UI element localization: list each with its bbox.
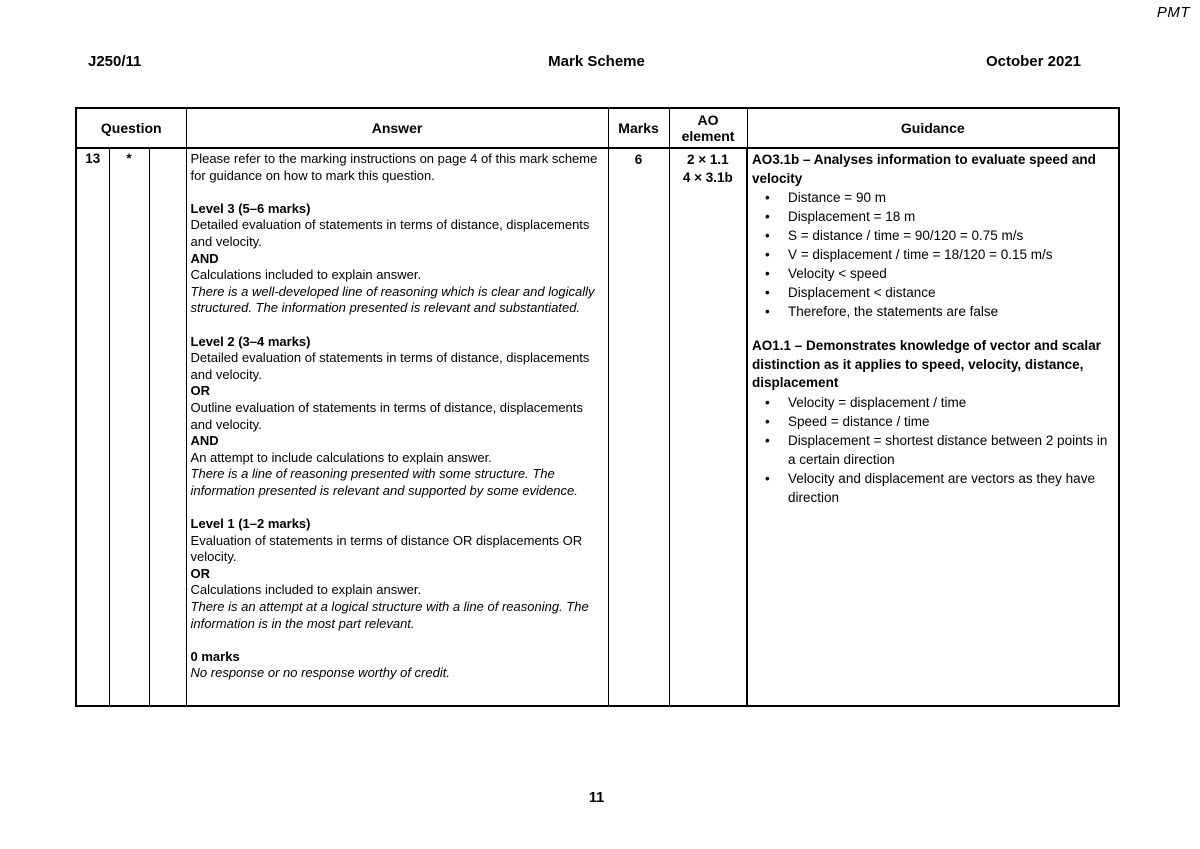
answer-cell xyxy=(186,148,608,706)
answer-content xyxy=(191,151,604,682)
guidance-bullet: • Displacement = 18 m xyxy=(752,207,1114,226)
column-header-guidance: Guidance xyxy=(747,108,1119,148)
ao-element-value xyxy=(674,151,743,187)
guidance-bullet: • Velocity and displacement are vectors as they have direction xyxy=(752,469,1114,507)
answer-paragraph: There is a line of reasoning presented with some structure. The information presented is relevant and supported by some evidence. xyxy=(190,466,578,498)
answer-paragraph: Level 2 (3–4 marks) xyxy=(190,333,311,349)
question-star-cell: * xyxy=(109,148,149,706)
guidance-bullet: • Speed = distance / time xyxy=(752,412,1114,431)
answer-paragraph: Calculations included to explain answer. xyxy=(190,582,422,598)
answer-paragraph: AND xyxy=(190,250,219,266)
answer-paragraph: AND xyxy=(190,433,219,449)
answer-paragraph: There is an attempt at a logical structure with a line of reasoning. The information is in the most part relevant. xyxy=(190,599,589,631)
guidance-bullet: • V = displacement / time = 18/120 = 0.15 m/s xyxy=(752,245,1114,264)
guidance-bullet: • S = distance / time = 90/120 = 0.75 m/s xyxy=(752,226,1114,245)
ao-element-cell xyxy=(669,148,747,706)
answer-paragraph: Outline evaluation of statements in terms of distance, displacements and velocity. xyxy=(190,399,583,432)
answer-paragraph: OR xyxy=(190,383,211,399)
marks-cell: 6 xyxy=(608,148,669,706)
guidance-heading: AO1.1 – Demonstrates knowledge of vector and scalar distinction as it applies to speed, velocity, distance, displacement xyxy=(752,338,1101,390)
guidance-bullet: • Velocity < speed xyxy=(752,264,1114,283)
guidance-spacer xyxy=(752,321,1114,337)
answer-spacer xyxy=(191,632,604,649)
answer-paragraph: Detailed evaluation of statements in terms of distance, displacements and velocity. xyxy=(190,217,590,249)
column-header-question: Question xyxy=(76,108,186,148)
answer-paragraph: Level 1 (1–2 marks) xyxy=(190,516,311,532)
guidance-bullet: • Distance = 90 m xyxy=(752,188,1114,207)
guidance-bullet: • Therefore, the statements are false xyxy=(752,302,1114,321)
document-title: Mark Scheme xyxy=(548,53,645,70)
guidance-bullet: • Velocity = displacement / time xyxy=(752,393,1114,412)
guidance-cell xyxy=(747,148,1119,706)
answer-paragraph: OR xyxy=(190,565,211,581)
answer-paragraph: There is a well-developed line of reasoning which is clear and logically structured. The information presented is relevant and substantiated. xyxy=(190,283,595,316)
guidance-bullet: • Displacement < distance xyxy=(752,283,1114,302)
mark-scheme-table xyxy=(75,107,1120,707)
table-row xyxy=(76,148,1119,706)
column-header-marks: Marks xyxy=(608,108,669,148)
page-number: 11 xyxy=(588,790,605,806)
answer-paragraph: Detailed evaluation of statements in terms of distance, displacements and velocity. xyxy=(190,350,590,382)
answer-spacer xyxy=(191,184,604,201)
guidance-heading: AO3.1b – Analyses information to evaluate speed and velocity xyxy=(752,152,1096,186)
ao-element-line: 4 × 3.1b xyxy=(682,170,733,185)
guidance-bullet-list xyxy=(752,188,1114,321)
guidance-bullet: • Displacement = shortest distance between 2 points in a certain direction xyxy=(752,431,1114,469)
table-header-row xyxy=(76,108,1119,148)
guidance-bullet-list xyxy=(752,393,1114,507)
question-part-cell xyxy=(149,148,186,706)
document-header xyxy=(75,53,1118,71)
answer-spacer xyxy=(191,317,604,334)
answer-spacer xyxy=(191,499,604,516)
column-header-answer: Answer xyxy=(186,108,608,148)
ao-element-line: 2 × 1.1 xyxy=(686,152,729,167)
answer-paragraph: Evaluation of statements in terms of distance OR displacements OR velocity. xyxy=(190,532,583,565)
answer-paragraph: An attempt to include calculations to explain answer. xyxy=(190,449,492,465)
watermark-pmt: PMT xyxy=(1156,4,1190,21)
session-date: October 2021 xyxy=(985,53,1081,70)
answer-paragraph: No response or no response worthy of credit. xyxy=(190,665,450,681)
answer-paragraph: 0 marks xyxy=(190,648,240,664)
guidance-content xyxy=(752,151,1114,507)
question-number-cell: 13 xyxy=(76,148,109,706)
answer-paragraph: Level 3 (5–6 marks) xyxy=(190,200,311,216)
answer-paragraph: Calculations included to explain answer. xyxy=(190,267,422,283)
column-header-ao-element: AO element xyxy=(669,108,747,148)
paper-code: J250/11 xyxy=(88,53,142,70)
answer-paragraph: Please refer to the marking instructions on page 4 of this mark scheme for guidance on how to mark this question. xyxy=(190,151,598,183)
